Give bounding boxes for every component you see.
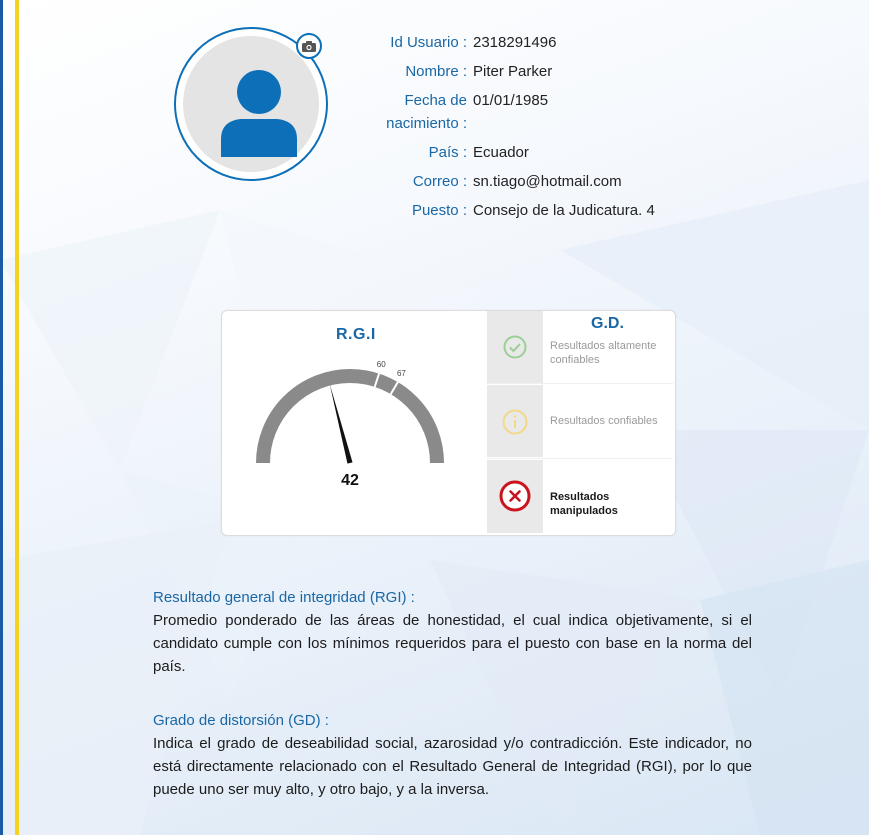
email-value: sn.tiago@hotmail.com xyxy=(473,173,622,190)
name-label: Nombre : xyxy=(405,63,467,80)
gd-icon-cell xyxy=(487,311,543,383)
gd-separator xyxy=(487,383,673,384)
gd-description-body: Indica el grado de deseabilidad social, azarosidad y/o contradicción. Este indicador, no está directamente relacionado con el Resultado General de Integridad (RGI), por lo que puede uno ser muy alto, y otro bajo, y a la inversa. xyxy=(153,735,752,798)
gd-icon-cell xyxy=(487,385,543,457)
camera-icon xyxy=(302,41,316,52)
check-circle-icon xyxy=(503,335,527,359)
gd-item-high-confidence xyxy=(487,311,673,383)
gd-label-reliable: Resultados confiables xyxy=(550,415,658,427)
avatar-background xyxy=(183,36,319,172)
gd-description-title: Grado de distorsión (GD) : xyxy=(153,712,329,729)
rgi-description xyxy=(153,586,752,678)
gauge-tick-label-67: 67 xyxy=(396,369,406,379)
left-rail-blue xyxy=(0,0,3,835)
birthdate-value: 01/01/1985 xyxy=(473,92,549,109)
rgi-value: 42 xyxy=(341,472,359,489)
email-label: Correo : xyxy=(412,173,467,190)
gd-label-high: Resultados altamente confiables xyxy=(550,340,657,366)
gd-icon-cell xyxy=(487,460,543,533)
gd-separator xyxy=(487,458,673,459)
gd-item-manipulated xyxy=(487,460,673,532)
gauge-tick-label-60: 60 xyxy=(376,359,386,369)
country-label: País : xyxy=(428,144,467,161)
birthdate-label: Fecha de xyxy=(404,92,467,109)
info-circle-icon xyxy=(502,409,528,435)
x-circle-icon xyxy=(499,480,531,512)
rgi-title: R.G.I xyxy=(336,326,376,343)
gauge-arc xyxy=(263,376,437,463)
profile-avatar xyxy=(174,27,328,181)
position-value: Consejo de la Judicatura. 4 xyxy=(473,202,655,219)
id-value: 2318291496 xyxy=(473,34,557,51)
gd-title: G.D. xyxy=(591,315,624,332)
rgi-description-title: Resultado general de integridad (RGI) : xyxy=(153,589,415,606)
birthdate-label-line2: nacimiento : xyxy=(386,115,467,132)
gauge-needle xyxy=(330,384,353,464)
gd-description xyxy=(153,709,752,801)
id-label: Id Usuario : xyxy=(390,34,467,51)
gd-label-manipulated: Resultados manipulados xyxy=(550,491,618,517)
gd-item-reliable xyxy=(487,385,673,457)
country-value: Ecuador xyxy=(473,144,529,161)
user-silhouette-icon xyxy=(219,69,299,157)
rgi-description-body: Promedio ponderado de las áreas de honestidad, el cual indica objetivamente, si el candidato cumple con los mínimos requeridos para el puesto con base en la norma del país. xyxy=(153,612,752,675)
name-value: Piter Parker xyxy=(473,63,553,80)
left-rail-yellow xyxy=(15,0,19,835)
change-photo-button[interactable] xyxy=(296,33,322,59)
position-label: Puesto : xyxy=(411,202,467,219)
